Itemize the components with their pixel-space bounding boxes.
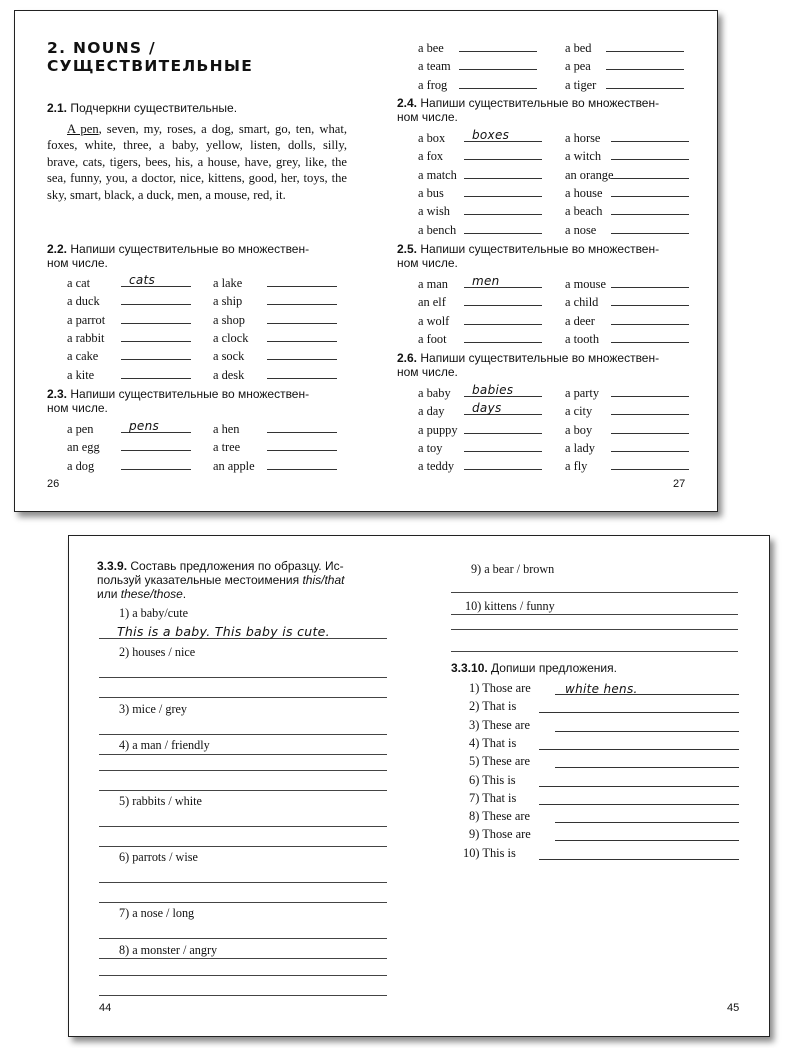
page-number-right: 27 [673,478,686,490]
word-item [67,419,191,435]
sentence-start: 2) That is [469,699,517,714]
answer-line[interactable] [555,754,739,768]
writing-line[interactable] [99,882,387,883]
handwritten-answer: white hens. [565,682,638,696]
answer-line[interactable] [267,328,337,342]
word-label: a hen [213,422,240,436]
word-item [565,420,689,436]
word-label: a deer [565,313,595,328]
word-item [565,38,684,54]
word-label: a mouse [565,277,606,291]
answer-line[interactable] [611,420,689,434]
exercise-number: 2.5. [397,242,418,256]
answer-line[interactable] [611,456,689,470]
word-label: a beach [565,204,603,219]
page-number-left: 44 [99,1002,112,1014]
word-label: an egg [67,440,100,455]
word-label: a nose [565,222,597,237]
word-label: a city [565,404,593,419]
word-label: an orange [565,167,614,182]
word-label: a desk [213,367,245,382]
word-label: a man [418,277,448,291]
word-label: a dog [67,458,95,473]
answer-line[interactable] [267,273,337,287]
word-label: a cat [67,276,91,290]
exercise-instruction: Составь предложения по образцу. Ис- [130,559,344,573]
word-label: a tooth [565,331,600,346]
sentence-start: 3) These are [469,717,531,732]
word-item [67,437,191,453]
sentence-prompt: 8) a monster / angry [119,943,218,957]
exercise-instruction-cont: ном числе. [47,400,108,415]
exercise-number: 2.4. [397,96,418,110]
word-item [565,146,689,162]
answer-line[interactable] [611,165,689,179]
answer-line[interactable] [464,165,542,179]
word-item [213,346,337,362]
answer-line[interactable] [121,456,191,470]
word-label: a teddy [418,459,455,474]
answer-line[interactable] [606,75,684,89]
pronoun-hint: this/that [302,572,345,587]
word-label: a lady [565,440,595,455]
word-item [418,438,542,454]
writing-line[interactable] [99,770,387,771]
word-item [565,292,689,308]
sentence-start: 10) This is [463,845,516,860]
word-label: a fly [565,459,588,474]
answer-line[interactable] [555,718,739,732]
handwritten-answer: cats [129,273,156,287]
exercise-number: 2.3. [47,387,68,401]
answer-line[interactable] [611,383,689,397]
word-item [213,291,337,307]
writing-line[interactable] [99,790,387,791]
writing-line[interactable] [451,614,738,615]
word-label: a day [418,404,445,419]
word-item [418,274,542,290]
sentence-item [463,845,516,861]
word-label: an apple [213,458,255,473]
word-label: a ship [213,294,243,309]
page-number-right: 45 [727,1002,740,1014]
writing-line[interactable] [99,938,387,939]
handwritten-answer: days [472,401,502,416]
answer-line[interactable] [611,274,689,288]
writing-line[interactable] [451,592,738,593]
word-item [418,383,542,399]
word-item [565,401,689,417]
writing-line[interactable] [99,902,387,903]
sentence-start: 5) These are [469,754,531,769]
answer-line[interactable] [267,365,337,379]
word-label: a boy [565,422,593,437]
word-item [418,75,537,91]
sentence-start: 1) Those are [469,681,531,695]
word-item [67,291,191,307]
sentence-prompt: 3) mice / grey [119,702,188,716]
answer-line[interactable] [464,292,542,306]
workbook-spread-pages-26-27 [14,10,718,512]
sentence-item [469,772,516,788]
answer-line[interactable] [121,437,191,451]
answer-line[interactable] [464,329,542,343]
word-item [418,56,537,72]
word-label: a bench [418,222,457,237]
sentence-start: 9) Those are [469,827,531,842]
word-item [565,220,689,236]
underlined-example: A pen [67,122,99,136]
exercise-instruction-cont: ном числе. [397,255,458,270]
word-item [67,346,191,362]
word-label: a witch [565,149,602,164]
answer-line[interactable] [555,681,739,695]
sentence-item [469,698,516,714]
word-label: a sock [213,349,245,364]
exercise-2-5-header [397,243,697,270]
answer-line[interactable] [121,419,191,433]
answer-line[interactable] [539,736,739,750]
answer-line[interactable] [121,365,191,379]
answer-line[interactable] [611,146,689,160]
word-label: a box [418,131,446,145]
word-label: a wish [418,204,451,219]
word-label: a fox [418,149,444,164]
answer-line[interactable] [539,773,739,787]
answer-line[interactable] [611,183,689,197]
word-label: a rabbit [67,330,105,345]
word-label: a lake [213,276,243,290]
answer-line[interactable] [267,291,337,305]
word-item [565,311,689,327]
answer-line[interactable] [267,437,337,451]
word-item [67,273,191,289]
answer-line[interactable] [267,346,337,360]
word-label: a horse [565,131,601,145]
word-item [418,292,542,308]
exercise-number: 3.3.10. [451,661,488,675]
answer-line[interactable] [464,201,542,215]
word-item [213,273,337,289]
word-item [565,456,689,472]
punctuation: . [182,586,187,601]
answer-line[interactable] [464,401,542,415]
word-label: an elf [418,295,446,310]
sentence-prompt: 9) a bear / brown [471,562,555,576]
answer-line[interactable] [611,401,689,415]
exercise-instruction: Допиши предложения. [491,661,617,675]
word-item [67,310,191,326]
word-item [213,419,337,435]
word-item [418,311,542,327]
handwritten-answer: This is a baby. This baby is cute. [117,624,330,639]
exercise-instruction: Напиши существительные во множествен- [70,387,310,401]
word-list: , seven, my, roses, a dog, smart, go, ten, what, foxes, white, three, a baby, yellow, listen, dolls, silly, brave, cats, tigers, bees, his, a house, have, grey, like, the sea, funny, you, a doctor, nice, kittens, good, her, toys, the sky, smart, black, a duck, men, a mouse, red, it. [47,122,347,202]
answer-line[interactable] [464,274,542,288]
word-item [418,329,542,345]
exercise-2-6-header [397,352,697,379]
answer-line[interactable] [267,310,337,324]
word-item [418,38,537,54]
word-label: a kite [67,367,95,382]
answer-line[interactable] [464,146,542,160]
writing-line[interactable] [99,975,387,976]
answer-line[interactable] [539,791,739,805]
word-item [418,201,542,217]
answer-line[interactable] [539,846,739,860]
sentence-prompt: 1) a baby/cute [119,606,189,620]
handwritten-answer: babies [472,383,514,397]
answer-line[interactable] [464,420,542,434]
writing-line[interactable] [99,734,387,735]
pronoun-hint: these/those [120,586,183,601]
word-label: a wolf [418,313,450,328]
exercise-2-2-header [47,243,347,270]
word-item [213,310,337,326]
exercise-instruction: Напиши существительные во множествен- [420,351,660,365]
answer-line[interactable] [121,291,191,305]
word-item [418,456,542,472]
answer-line[interactable] [464,311,542,325]
sentence-item [469,717,530,733]
answer-line[interactable] [121,273,191,287]
writing-line[interactable] [99,846,387,847]
answer-line[interactable] [464,128,542,142]
sentence-start: 8) These are [469,809,531,824]
word-item [418,420,542,436]
word-label: a foot [418,331,447,346]
word-item [565,128,689,144]
word-label: a cake [67,349,99,364]
sentence-item [469,790,516,806]
word-label: a team [418,59,451,74]
chapter-title [47,39,253,75]
word-item [565,201,689,217]
word-label: a pea [565,59,591,74]
writing-line[interactable] [99,697,387,698]
answer-line[interactable] [611,292,689,306]
exercise-2-1-header [47,102,237,116]
answer-line[interactable] [555,809,739,823]
writing-line[interactable] [99,995,387,996]
sentence-start: 7) That is [469,790,517,805]
word-item [67,365,191,381]
answer-line[interactable] [606,56,684,70]
word-item [213,365,337,381]
sentence-prompt: 4) a man / friendly [119,738,210,752]
word-label: a parrot [67,312,106,327]
exercise-2-3-header [47,388,347,415]
word-item [565,274,689,290]
exercise-instruction-cont: ном числе. [397,109,458,124]
word-item [418,128,542,144]
sentence-item [469,680,531,696]
word-item [213,437,337,453]
word-label: a house [565,185,603,200]
word-label: a frog [418,77,448,92]
handwritten-answer: men [472,274,500,288]
exercise-instruction-cont: ном числе. [47,255,108,270]
sentence-prompt: 10) kittens / funny [465,599,555,613]
answer-line[interactable] [459,56,537,70]
answer-line[interactable] [464,183,542,197]
answer-line[interactable] [611,220,689,234]
word-label: a pen [67,422,94,436]
writing-line[interactable] [99,826,387,827]
word-item [565,438,689,454]
answer-line[interactable] [464,383,542,397]
answer-line[interactable] [464,456,542,470]
exercise-instruction-cont: пользуй указательные местоимения [97,572,303,587]
exercise-3-3-10-header [451,662,617,676]
word-label: a puppy [418,422,458,437]
word-label: a match [418,167,457,182]
sentence-item [469,735,516,751]
answer-line[interactable] [121,310,191,324]
word-label: a clock [213,330,249,345]
word-item [213,328,337,344]
word-label: a tiger [565,77,597,92]
handwritten-answer: pens [129,419,160,433]
word-label: a bee [418,41,444,55]
word-item [418,401,542,417]
exercise-instruction-cont: ном числе. [397,364,458,379]
word-item [67,456,191,472]
word-label: a child [565,295,599,310]
sentence-prompt: 6) parrots / wise [119,850,198,864]
page-number-left: 26 [47,478,60,490]
word-item [565,165,689,181]
answer-line[interactable] [539,699,739,713]
answer-line[interactable] [611,128,689,142]
word-item [418,165,542,181]
word-label: a duck [67,294,100,309]
exercise-instruction: Напиши существительные во множествен- [70,242,310,256]
answer-line[interactable] [611,329,689,343]
answer-line[interactable] [611,438,689,452]
word-item [213,456,337,472]
word-label: a baby [418,386,451,400]
sentence-item [469,826,531,842]
sentence-prompt: 5) rabbits / white [119,794,202,808]
word-label: a shop [213,312,246,327]
answer-line[interactable] [464,220,542,234]
word-item [565,329,689,345]
writing-line[interactable] [99,677,387,678]
writing-line[interactable] [451,651,738,652]
word-item [418,220,542,236]
exercise-2-1-text [47,121,347,203]
answer-line[interactable] [464,438,542,452]
word-item [565,75,684,91]
writing-line[interactable] [99,958,387,959]
sentence-start: 6) This is [469,772,516,787]
workbook-spread-pages-44-45 [68,535,770,1037]
exercise-2-4-header [397,97,697,124]
exercise-number: 2.2. [47,242,68,256]
writing-line[interactable] [451,629,738,630]
sentence-item [469,808,530,824]
sentence-prompt: 2) houses / nice [119,645,196,659]
word-label: a party [565,386,600,400]
exercise-number: 2.1. [47,101,68,115]
word-label: a bus [418,185,444,200]
exercise-number: 3.3.9. [97,559,128,573]
word-item [565,56,684,72]
chapter-title-line-1: 2. NOUNS / [47,39,156,57]
exercise-instruction-cont: или [97,586,121,601]
answer-line[interactable] [267,419,337,433]
answer-line[interactable] [121,328,191,342]
answer-line[interactable] [267,456,337,470]
chapter-title-line-2: СУЩЕСТВИТЕЛЬНЫЕ [47,57,254,75]
word-item [67,328,191,344]
exercise-instruction: Напиши существительные во множествен- [420,96,660,110]
word-label: a tree [213,440,241,455]
sentence-item [469,753,530,769]
sentence-start: 4) That is [469,735,517,750]
word-item [565,183,689,199]
answer-line[interactable] [121,346,191,360]
answer-line[interactable] [459,75,537,89]
exercise-instruction: Напиши существительные во множествен- [420,242,660,256]
word-item [418,146,542,162]
answer-line[interactable] [611,311,689,325]
exercise-number: 2.6. [397,351,418,365]
word-label: a bed [565,41,592,55]
word-item [565,383,689,399]
word-label: a toy [418,440,443,455]
answer-line[interactable] [611,201,689,215]
exercise-3-3-9-header [97,560,397,601]
handwritten-answer: boxes [472,128,510,142]
writing-line[interactable] [99,754,387,755]
answer-line[interactable] [555,827,739,841]
sentence-prompt: 7) a nose / long [119,906,195,920]
exercise-instruction: Подчеркни существительные. [70,101,238,115]
answer-line[interactable] [606,38,684,52]
word-item [418,183,542,199]
answer-line[interactable] [459,38,537,52]
